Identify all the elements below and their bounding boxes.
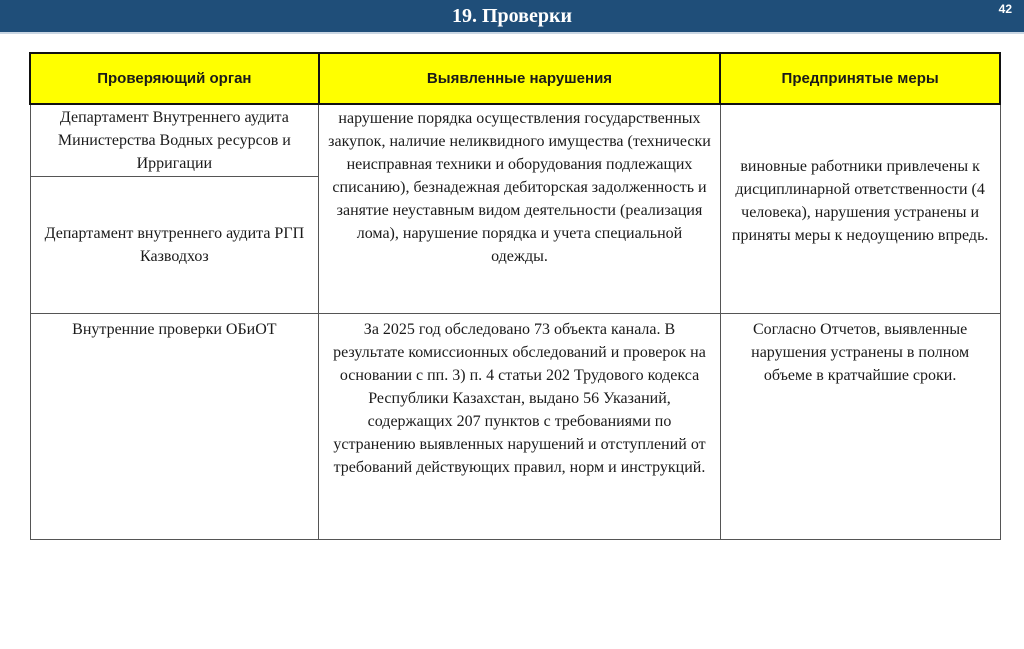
slide-title: 19. Проверки: [451, 5, 573, 27]
inspecting-body-cell: Внутренние проверки ОБиОТ: [30, 314, 319, 540]
column-header-measures: Предпринятые меры: [720, 53, 1000, 104]
violations-cell: нарушение порядка осуществления государственных закупок, наличие неликвидного имущества (технически неисправная техники и оборудования подлежащих списанию), безнадежная дебиторская задолженность и занятие неуставным видом деятельности (реализация лома), нарушение порядка и учета специальной одежды.: [319, 104, 721, 314]
inspections-table: [29, 52, 1001, 540]
title-bar: [0, 0, 1024, 34]
table-header-row: [30, 53, 1000, 104]
inspecting-body-cell: Департамент Внутреннего аудита Министерства Водных ресурсов и Ирригации: [30, 104, 319, 177]
table-row: [30, 104, 1000, 177]
violations-cell: За 2025 год обследовано 73 объекта канала. В результате комиссионных обследований и проверок на основании с пп. 3) п. 4 статьи 202 Трудового кодекса Республики Казахстан, выдано 56 Указаний, содержащих 207 пунктов с требованиями по устранению выявленных нарушений и отступлений от требований действующих правил, норм и инструкций.: [319, 314, 721, 540]
measures-cell: Согласно Отчетов, выявленные нарушения устранены в полном объеме в кратчайшие сроки.: [720, 314, 1000, 540]
column-header-inspecting-body: Проверяющий орган: [30, 53, 319, 104]
inspecting-body-cell: Департамент внутреннего аудита РГП Казводхоз: [30, 177, 319, 314]
page-number: 42: [998, 2, 1012, 16]
table-row: [30, 314, 1000, 540]
column-header-violations: Выявленные нарушения: [319, 53, 721, 104]
measures-cell: виновные работники привлечены к дисциплинарной ответственности (4 человека), нарушения устранены и приняты меры к недоущению впредь.: [720, 104, 1000, 314]
